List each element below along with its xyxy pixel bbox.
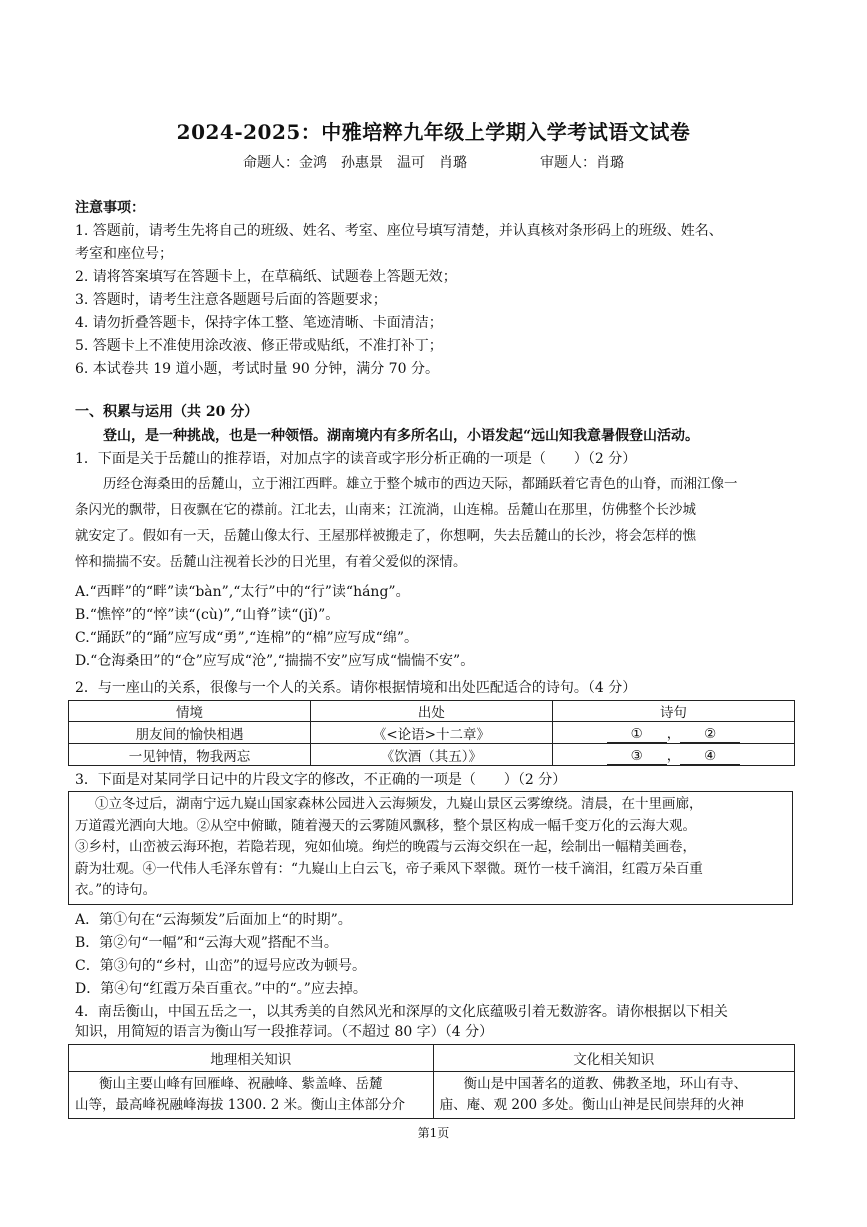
notice-item: 考室和座位号； — [75, 246, 173, 262]
q1-passage-line: 悴和揣揣不安。岳麓山注视着长沙的日光里，有着父爱似的深情。 — [75, 554, 467, 570]
q2-header-scene: 情境 — [69, 701, 311, 722]
notice-item: 4. 请勿折叠答题卡，保持字体工整、笔迹清晰、卡面清洁； — [75, 315, 443, 331]
notice-item: 5. 答题卡上不准使用涂改液、修正带或贴纸，不准打补丁； — [75, 338, 443, 354]
section-intro: 登山，是一种挑战，也是一种领悟。湖南境内有多所名山，小语发起“远山知我意暑假登山活动。 — [103, 428, 700, 444]
q3-box-line: 衣。”的诗句。 — [75, 882, 157, 898]
table-row — [69, 722, 795, 744]
q1-option-c: C.“踊跃”的“踊”应写成“勇”,“连棉”的“棉”应写成“绵”。 — [75, 630, 418, 646]
notice-item: 3. 答题时，请考生注意各题题号后面的答题要求； — [75, 292, 387, 308]
q3-box-line: ①立冬过后，湖南宁远九嶷山国家森林公园进入云海频发，九嶷山景区云雾缭绕。清晨，在十里画廊， — [95, 796, 703, 812]
notice-item: 6. 本试卷共 19 道小题，考试时量 90 分钟，满分 70 分。 — [75, 361, 439, 377]
q4-culture-cell — [433, 1072, 794, 1119]
q3-box-line: ③乡村，山峦被云海环抱，若隐若现，宛如仙境。绚烂的晚霞与云海交织在一起，绘制出一幅精美画卷， — [75, 839, 696, 855]
q4-stem: 4．南岳衡山，中国五岳之一，以其秀美的自然风光和深厚的文化底蕴吸引着无数游客。请你根据以下相关 — [75, 1004, 728, 1020]
setter-label: 命题人：金鸿 孙惠景 温可 肖璐 — [243, 155, 468, 171]
answer-blank[interactable]: ② — [680, 726, 740, 743]
q4-stem: 知识，用简短的语言为衡山写一段推荐词。（不超过 80 字）（4 分） — [75, 1024, 494, 1040]
q4-header-culture: 文化相关知识 — [433, 1045, 794, 1072]
reviewer-label: 审题人：肖璐 — [539, 155, 624, 171]
q1-stem: 1．下面是关于岳麓山的推荐语，对加点字的读音或字形分析正确的一项是（ ）（2 分） — [75, 451, 637, 467]
q3-box-line: 万道霞光洒向大地。②从空中俯瞰，随着漫天的云雾随风飘移，整个景区构成一幅千变万化的云海大观。 — [75, 817, 696, 834]
q4-geo-line: 衡山主要山峰有回雁峰、祝融峰、紫盖峰、岳麓 — [99, 1076, 383, 1092]
q4-geo-cell — [69, 1072, 434, 1119]
table-row — [69, 744, 795, 766]
notice-item: 1. 答题前，请考生先将自己的班级、姓名、考室、座位号填写清楚，并认真核对条形码上的班级、姓名、 — [75, 223, 723, 239]
answer-blank[interactable]: ① — [607, 726, 667, 743]
exam-authors — [0, 152, 867, 172]
page-number: 第1页 — [417, 1126, 450, 1140]
q4-culture-line: 衡山是中国著名的道教、佛教圣地，环山有寺、 — [463, 1076, 748, 1092]
comma: ， — [666, 726, 681, 742]
q1-option-a: A.“西畔”的“畔”读“bàn”,“太行”中的“行”读“háng”。 — [75, 584, 410, 600]
section-heading: 一、积累与运用（共 20 分） — [75, 404, 259, 420]
q1-passage-line: 就安定了。假如有一天，岳麓山像太行、王屋那样被搬走了，你想啊，失去岳麓山的长沙，将会怎样的憔 — [75, 528, 696, 544]
notice-item: 2. 请将答案填写在答题卡上，在草稿纸、试题卷上答题无效； — [75, 269, 457, 285]
q3-option-a: A．第①句在“云海频发”后面加上“的时期”。 — [75, 912, 352, 928]
q2-poem-cell — [552, 744, 794, 766]
answer-blank[interactable]: ④ — [680, 748, 740, 765]
q2-source: 《<论语>十二章》 — [310, 722, 552, 744]
q3-box-line: 蔚为壮观。④一代伟人毛泽东曾有：“九嶷山上白云飞，帝子乘风下翠微。斑竹一枝千滴泪，红霞万朵百重 — [75, 860, 703, 877]
q1-passage-line: 历经仓海桑田的岳麓山，立于湘江西畔。雄立于整个城市的西边天际，都踊跃着它青色的山脊，而湘江像一 — [103, 476, 738, 492]
q2-scene: 一见钟情，物我两忘 — [69, 744, 311, 766]
q2-stem: 2．与一座山的关系，很像与一个人的关系。请你根据情境和出处匹配适合的诗句。（4 分） — [75, 680, 637, 696]
q2-header-poem: 诗句 — [552, 701, 794, 722]
q2-table — [68, 700, 795, 766]
notice-heading: 注意事项： — [75, 200, 145, 216]
q3-option-c: C．第③句的“乡村，山峦”的逗号应改为顿号。 — [75, 958, 367, 974]
q4-geo-line: 山等，最高峰祝融峰海拔 1300. 2 米。衡山主体部分介 — [75, 1097, 406, 1113]
q1-option-b: B.“憔悴”的“悴”读“(cù)”,“山脊”读“(jǐ)”。 — [75, 607, 340, 623]
q3-option-b: B．第②句“一幅”和“云海大观”搭配不当。 — [75, 935, 338, 951]
q2-source: 《饮酒（其五）》 — [310, 744, 552, 766]
q3-passage-box — [68, 791, 793, 905]
q4-table — [68, 1044, 795, 1119]
q2-scene: 朋友间的愉快相遇 — [69, 722, 311, 744]
table-row — [69, 1072, 795, 1119]
exam-title: 2024-2025：中雅培粹九年级上学期入学考试语文试卷 — [176, 120, 691, 144]
q1-passage-line: 条闪光的飘带，日夜飘在它的襟前。江北去，山南来；江流淌，山连棉。岳麓山在那里，仿佛整个长沙城 — [75, 502, 696, 518]
answer-blank[interactable]: ③ — [607, 748, 667, 765]
comma: ， — [666, 748, 681, 764]
q2-poem-cell — [552, 722, 794, 744]
q3-option-d: D．第④句“红霞万朵百重衣。”中的“。”应去掉。 — [75, 981, 367, 997]
q4-culture-line: 庙、庵、观 200 多处。衡山山神是民间崇拜的火神 — [439, 1097, 744, 1113]
q4-header-geo: 地理相关知识 — [69, 1045, 434, 1072]
q3-stem: 3．下面是对某同学日记中的片段文字的修改，不正确的一项是（ ）（2 分） — [75, 772, 567, 788]
q1-option-d: D.“仓海桑田”的“仓”应写成“沧”,“揣揣不安”应写成“惴惴不安”。 — [75, 653, 475, 669]
q2-header-source: 出处 — [310, 701, 552, 722]
